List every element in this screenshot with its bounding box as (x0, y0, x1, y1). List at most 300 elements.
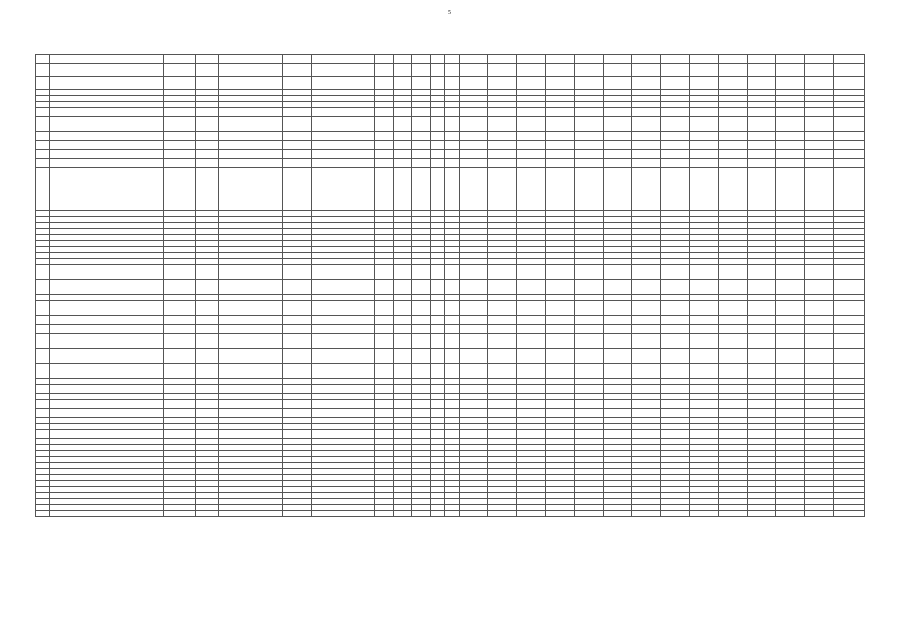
table-cell (776, 280, 805, 295)
table-cell (661, 141, 690, 150)
table-cell (430, 64, 444, 77)
table-cell (805, 511, 834, 517)
table-cell (196, 409, 219, 418)
table-cell (430, 280, 444, 295)
table-cell (834, 132, 865, 141)
table-cell (393, 150, 412, 159)
table-cell (834, 325, 865, 334)
table-cell (375, 511, 394, 517)
table-cell (50, 409, 163, 418)
table-cell (805, 325, 834, 334)
table-cell (163, 511, 196, 517)
table-cell (690, 301, 719, 316)
program-table (35, 54, 865, 517)
table-cell (661, 301, 690, 316)
table-cell (163, 430, 196, 439)
table-cell (196, 159, 219, 168)
table-cell (412, 349, 431, 364)
table-cell (574, 385, 603, 394)
table-row (36, 325, 865, 334)
table-cell (375, 64, 394, 77)
table-cell (393, 334, 412, 349)
table-cell (747, 168, 776, 211)
table-cell (445, 159, 459, 168)
table-cell (805, 334, 834, 349)
table-cell (517, 108, 546, 117)
table-cell (412, 364, 431, 379)
table-cell (805, 132, 834, 141)
table-cell (196, 334, 219, 349)
table-cell (632, 280, 661, 295)
table-cell (574, 334, 603, 349)
table-cell (517, 400, 546, 409)
table-cell (219, 400, 283, 409)
table-cell (430, 409, 444, 418)
table-cell (459, 349, 488, 364)
table-cell (488, 55, 517, 64)
table-cell (632, 108, 661, 117)
table-cell (546, 364, 575, 379)
table-row (36, 64, 865, 77)
table-cell (459, 117, 488, 132)
table-cell (632, 150, 661, 159)
table-cell (196, 77, 219, 90)
table-cell (459, 280, 488, 295)
table-cell (219, 64, 283, 77)
table-cell (196, 385, 219, 394)
table-cell (311, 168, 375, 211)
table-cell (282, 108, 311, 117)
table-cell (517, 325, 546, 334)
table-cell (393, 108, 412, 117)
table-cell (36, 265, 50, 280)
table-cell (718, 430, 747, 439)
table-cell (690, 141, 719, 150)
table-cell (805, 150, 834, 159)
table-cell (834, 77, 865, 90)
table-cell (412, 64, 431, 77)
table-cell (459, 301, 488, 316)
table-cell (718, 265, 747, 280)
table-cell (603, 334, 632, 349)
table-cell (393, 132, 412, 141)
table-cell (690, 159, 719, 168)
table-cell (546, 168, 575, 211)
table-cell (632, 511, 661, 517)
table-cell (603, 301, 632, 316)
table-cell (163, 325, 196, 334)
table-cell (36, 511, 50, 517)
table-cell (50, 132, 163, 141)
table-cell (196, 168, 219, 211)
table-cell (517, 132, 546, 141)
table-cell (690, 280, 719, 295)
table-cell (488, 141, 517, 150)
table-cell (632, 265, 661, 280)
table-cell (219, 265, 283, 280)
table-cell (718, 77, 747, 90)
table-cell (196, 511, 219, 517)
table-cell (747, 364, 776, 379)
table-cell (163, 409, 196, 418)
table-cell (690, 132, 719, 141)
table-cell (393, 316, 412, 325)
table-cell (690, 117, 719, 132)
table-cell (661, 265, 690, 280)
table-cell (690, 316, 719, 325)
table-cell (718, 64, 747, 77)
table-cell (445, 316, 459, 325)
table-cell (459, 316, 488, 325)
table-cell (776, 141, 805, 150)
table-cell (603, 64, 632, 77)
table-cell (747, 117, 776, 132)
table-cell (412, 334, 431, 349)
table-cell (661, 385, 690, 394)
table-cell (546, 117, 575, 132)
table-cell (488, 349, 517, 364)
table-cell (776, 64, 805, 77)
table-cell (393, 301, 412, 316)
table-cell (282, 150, 311, 159)
table-cell (375, 265, 394, 280)
table-cell (430, 430, 444, 439)
table-cell (219, 132, 283, 141)
table-cell (690, 55, 719, 64)
table-cell (430, 159, 444, 168)
table-cell (488, 117, 517, 132)
table-row (36, 280, 865, 295)
table-cell (375, 117, 394, 132)
table-cell (718, 511, 747, 517)
table-cell (632, 334, 661, 349)
table-cell (412, 409, 431, 418)
table-cell (747, 64, 776, 77)
table-cell (163, 64, 196, 77)
table-cell (834, 141, 865, 150)
table-cell (430, 77, 444, 90)
table-cell (36, 325, 50, 334)
table-cell (488, 364, 517, 379)
table-cell (196, 364, 219, 379)
table-cell (488, 265, 517, 280)
table-cell (459, 168, 488, 211)
table-cell (546, 280, 575, 295)
table-row (36, 168, 865, 211)
table-cell (690, 325, 719, 334)
table-cell (747, 301, 776, 316)
table-cell (805, 168, 834, 211)
table-cell (282, 430, 311, 439)
table-cell (776, 325, 805, 334)
table-cell (747, 108, 776, 117)
table-cell (517, 117, 546, 132)
table-cell (36, 409, 50, 418)
table-row (36, 364, 865, 379)
table-cell (375, 409, 394, 418)
table-cell (412, 400, 431, 409)
table-cell (196, 265, 219, 280)
table-cell (661, 117, 690, 132)
table-cell (690, 409, 719, 418)
table-cell (632, 409, 661, 418)
table-cell (36, 280, 50, 295)
table-cell (375, 141, 394, 150)
table-cell (690, 77, 719, 90)
table-cell (488, 108, 517, 117)
table-cell (430, 364, 444, 379)
table-cell (219, 334, 283, 349)
table-cell (776, 77, 805, 90)
table-cell (747, 409, 776, 418)
table-cell (459, 108, 488, 117)
table-cell (50, 265, 163, 280)
table-cell (375, 349, 394, 364)
table-cell (163, 141, 196, 150)
table-cell (603, 409, 632, 418)
table-cell (574, 117, 603, 132)
table-cell (282, 409, 311, 418)
table-cell (311, 400, 375, 409)
table-cell (718, 316, 747, 325)
table-cell (661, 325, 690, 334)
table-cell (219, 150, 283, 159)
table-cell (393, 159, 412, 168)
table-cell (517, 265, 546, 280)
table-cell (393, 364, 412, 379)
table-cell (574, 265, 603, 280)
table-cell (219, 511, 283, 517)
table-cell (393, 141, 412, 150)
table-cell (718, 141, 747, 150)
table-cell (282, 117, 311, 132)
table-cell (445, 334, 459, 349)
table-cell (517, 430, 546, 439)
table-cell (488, 132, 517, 141)
table-cell (574, 150, 603, 159)
table-cell (603, 132, 632, 141)
table-cell (488, 400, 517, 409)
table-cell (412, 132, 431, 141)
table-cell (50, 150, 163, 159)
table-cell (834, 511, 865, 517)
table-cell (430, 141, 444, 150)
table-cell (747, 325, 776, 334)
table-cell (632, 325, 661, 334)
table-cell (445, 150, 459, 159)
table-cell (776, 430, 805, 439)
table-cell (311, 325, 375, 334)
table-cell (375, 364, 394, 379)
table-cell (459, 334, 488, 349)
table-cell (196, 141, 219, 150)
table-cell (445, 325, 459, 334)
table-cell (718, 409, 747, 418)
table-cell (834, 280, 865, 295)
table-cell (517, 55, 546, 64)
table-cell (805, 400, 834, 409)
table-cell (311, 117, 375, 132)
table-cell (834, 349, 865, 364)
table-cell (282, 64, 311, 77)
table-cell (311, 430, 375, 439)
table-cell (36, 132, 50, 141)
table-cell (393, 77, 412, 90)
table-cell (517, 150, 546, 159)
table-row (36, 159, 865, 168)
table-cell (834, 316, 865, 325)
table-cell (196, 55, 219, 64)
table-cell (546, 132, 575, 141)
table-cell (282, 364, 311, 379)
table-cell (219, 349, 283, 364)
table-cell (805, 301, 834, 316)
table-cell (219, 77, 283, 90)
table-cell (393, 400, 412, 409)
table-cell (282, 385, 311, 394)
table-cell (311, 141, 375, 150)
table-cell (311, 159, 375, 168)
table-cell (488, 159, 517, 168)
table-cell (163, 400, 196, 409)
table-cell (219, 108, 283, 117)
table-cell (632, 77, 661, 90)
table-cell (776, 364, 805, 379)
table-cell (747, 141, 776, 150)
table-cell (196, 64, 219, 77)
table-cell (375, 159, 394, 168)
table-cell (632, 55, 661, 64)
table-cell (163, 280, 196, 295)
table-cell (574, 159, 603, 168)
table-cell (393, 280, 412, 295)
table-cell (603, 400, 632, 409)
table-cell (805, 280, 834, 295)
table-cell (747, 400, 776, 409)
table-cell (661, 159, 690, 168)
table-cell (517, 511, 546, 517)
table-cell (632, 316, 661, 325)
table-cell (834, 430, 865, 439)
table-cell (718, 364, 747, 379)
table-cell (50, 364, 163, 379)
table-cell (546, 150, 575, 159)
table-row (36, 430, 865, 439)
table-cell (375, 400, 394, 409)
table-row (36, 55, 865, 64)
table-row (36, 511, 865, 517)
table-cell (546, 316, 575, 325)
table-cell (603, 141, 632, 150)
table-cell (632, 168, 661, 211)
table-cell (834, 168, 865, 211)
table-cell (603, 364, 632, 379)
table-cell (776, 316, 805, 325)
table-cell (311, 108, 375, 117)
table-cell (430, 168, 444, 211)
table-cell (393, 409, 412, 418)
table-cell (36, 64, 50, 77)
table-cell (311, 349, 375, 364)
table-cell (412, 159, 431, 168)
table-cell (747, 150, 776, 159)
table-cell (690, 334, 719, 349)
table-cell (661, 334, 690, 349)
table-row (36, 150, 865, 159)
table-cell (282, 511, 311, 517)
table-cell (163, 334, 196, 349)
table-cell (196, 301, 219, 316)
table-cell (574, 132, 603, 141)
table-cell (776, 150, 805, 159)
table-cell (718, 349, 747, 364)
table-cell (282, 316, 311, 325)
table-cell (219, 117, 283, 132)
table-cell (282, 159, 311, 168)
table-cell (219, 316, 283, 325)
table-cell (718, 117, 747, 132)
table-cell (690, 108, 719, 117)
table-cell (412, 150, 431, 159)
table-cell (311, 150, 375, 159)
table-cell (412, 385, 431, 394)
table-cell (805, 77, 834, 90)
table-cell (219, 385, 283, 394)
table-cell (36, 349, 50, 364)
table-cell (488, 77, 517, 90)
table-cell (661, 55, 690, 64)
table-cell (546, 349, 575, 364)
table-cell (574, 400, 603, 409)
table-cell (805, 316, 834, 325)
table-cell (50, 64, 163, 77)
table-cell (546, 159, 575, 168)
table-cell (661, 409, 690, 418)
table-cell (311, 265, 375, 280)
table-cell (445, 132, 459, 141)
table-cell (805, 364, 834, 379)
table-cell (219, 364, 283, 379)
table-cell (574, 168, 603, 211)
table-cell (834, 301, 865, 316)
table-cell (574, 511, 603, 517)
table-cell (430, 334, 444, 349)
table-cell (603, 385, 632, 394)
table-cell (603, 511, 632, 517)
table-cell (50, 511, 163, 517)
table-cell (459, 150, 488, 159)
table-cell (546, 400, 575, 409)
table-cell (718, 132, 747, 141)
table-cell (488, 334, 517, 349)
table-cell (282, 280, 311, 295)
table-cell (776, 108, 805, 117)
table-cell (311, 511, 375, 517)
table-cell (574, 301, 603, 316)
table-cell (603, 108, 632, 117)
table-cell (430, 117, 444, 132)
table-cell (163, 55, 196, 64)
table-cell (412, 301, 431, 316)
table-cell (459, 430, 488, 439)
table-cell (718, 301, 747, 316)
table-cell (574, 77, 603, 90)
table-cell (36, 430, 50, 439)
table-cell (805, 55, 834, 64)
table-cell (445, 511, 459, 517)
table-cell (163, 159, 196, 168)
table-cell (488, 430, 517, 439)
